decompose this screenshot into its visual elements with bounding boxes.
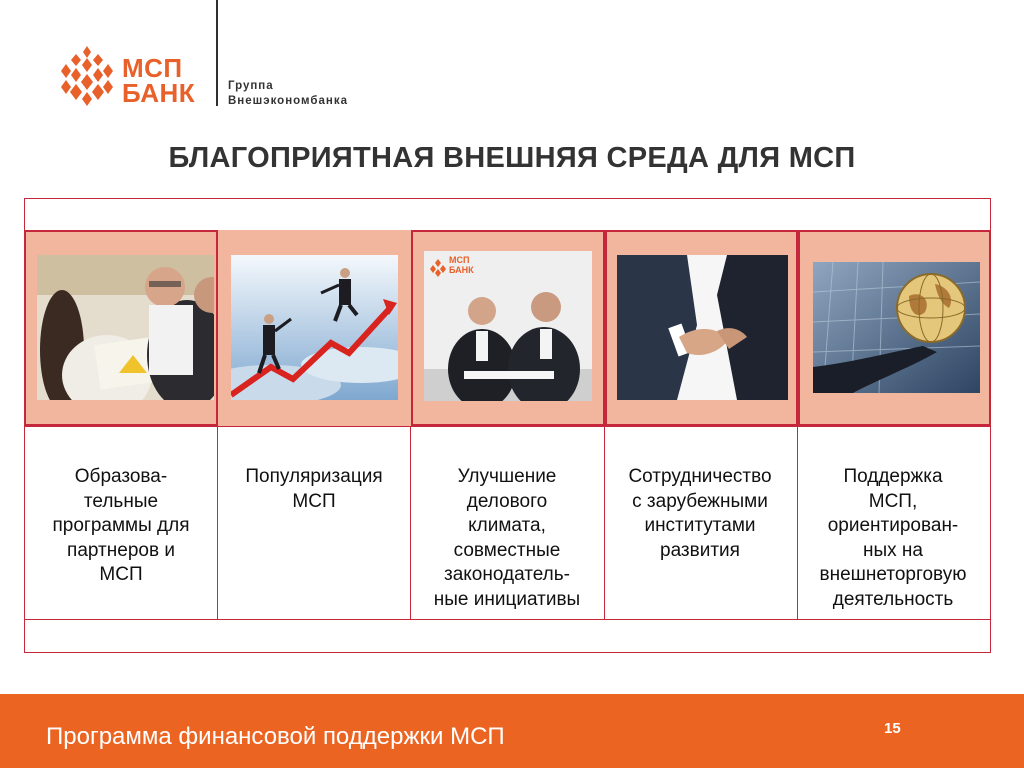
logo-line-1: МСП xyxy=(122,53,183,83)
growth-arrow-photo-icon xyxy=(231,255,398,400)
column-text-line: Сотрудничество xyxy=(628,466,772,487)
column-text-line: деятельность xyxy=(832,588,954,610)
column-text-line: ные инициативы xyxy=(433,588,581,610)
education-photo-icon xyxy=(37,255,214,400)
column-text-line: с зарубежными xyxy=(632,490,768,512)
column-text-line: законодатель- xyxy=(444,564,570,585)
globe-photo-icon xyxy=(813,262,980,393)
column-text-line: Популяризация xyxy=(245,466,383,487)
column-text-line: МСП xyxy=(99,564,143,585)
header-divider xyxy=(216,0,218,106)
handshake-photo-icon xyxy=(617,255,788,400)
column-text-line: МСП, xyxy=(868,490,918,512)
photo-logo-text: МСП БАНК xyxy=(449,255,474,275)
logo-line-2: БАНК xyxy=(122,78,196,108)
footer-title: Программа финансовой поддержки МСП xyxy=(46,723,505,750)
signing-photo-icon xyxy=(424,251,592,401)
column-text-line: Улучшение xyxy=(457,466,557,487)
column-text-education xyxy=(26,465,216,588)
column-text-line: ориентирован- xyxy=(827,515,959,536)
group-line-1: Группа xyxy=(228,80,274,92)
page-title: БЛАГОПРИЯТНАЯ ВНЕШНЯЯ СРЕДА ДЛЯ МСП xyxy=(168,142,856,174)
column-text-cooperation xyxy=(605,465,795,563)
group-caption xyxy=(228,79,348,109)
column-text-popularization xyxy=(219,465,409,514)
table-rule xyxy=(24,619,991,620)
column-text-line: партнеров и xyxy=(67,539,175,561)
column-text-line: совместные xyxy=(453,539,561,561)
column-text-line: делового xyxy=(466,490,548,512)
table-rule xyxy=(24,426,991,427)
column-text-line: Поддержка xyxy=(843,466,943,487)
column-text-line: внешнеторговую xyxy=(819,564,967,585)
logo-wordmark xyxy=(122,53,196,108)
column-text-business-climate xyxy=(412,465,602,612)
column-text-line: программы для xyxy=(52,515,190,536)
column-text-line: ных на xyxy=(863,539,923,561)
column-text-line: климата, xyxy=(468,515,546,536)
column-text-line: институтами xyxy=(644,515,756,536)
column-text-line: МСП xyxy=(292,490,336,512)
page-number: 15 xyxy=(884,720,901,737)
column-text-line: тельные xyxy=(83,490,159,512)
column-text-line: Образова- xyxy=(74,466,168,487)
column-text-line: развития xyxy=(660,539,740,561)
column-text-export-support xyxy=(798,465,988,612)
msp-bank-logo-icon xyxy=(58,44,116,108)
group-line-2: Внешэкономбанка xyxy=(228,95,348,107)
